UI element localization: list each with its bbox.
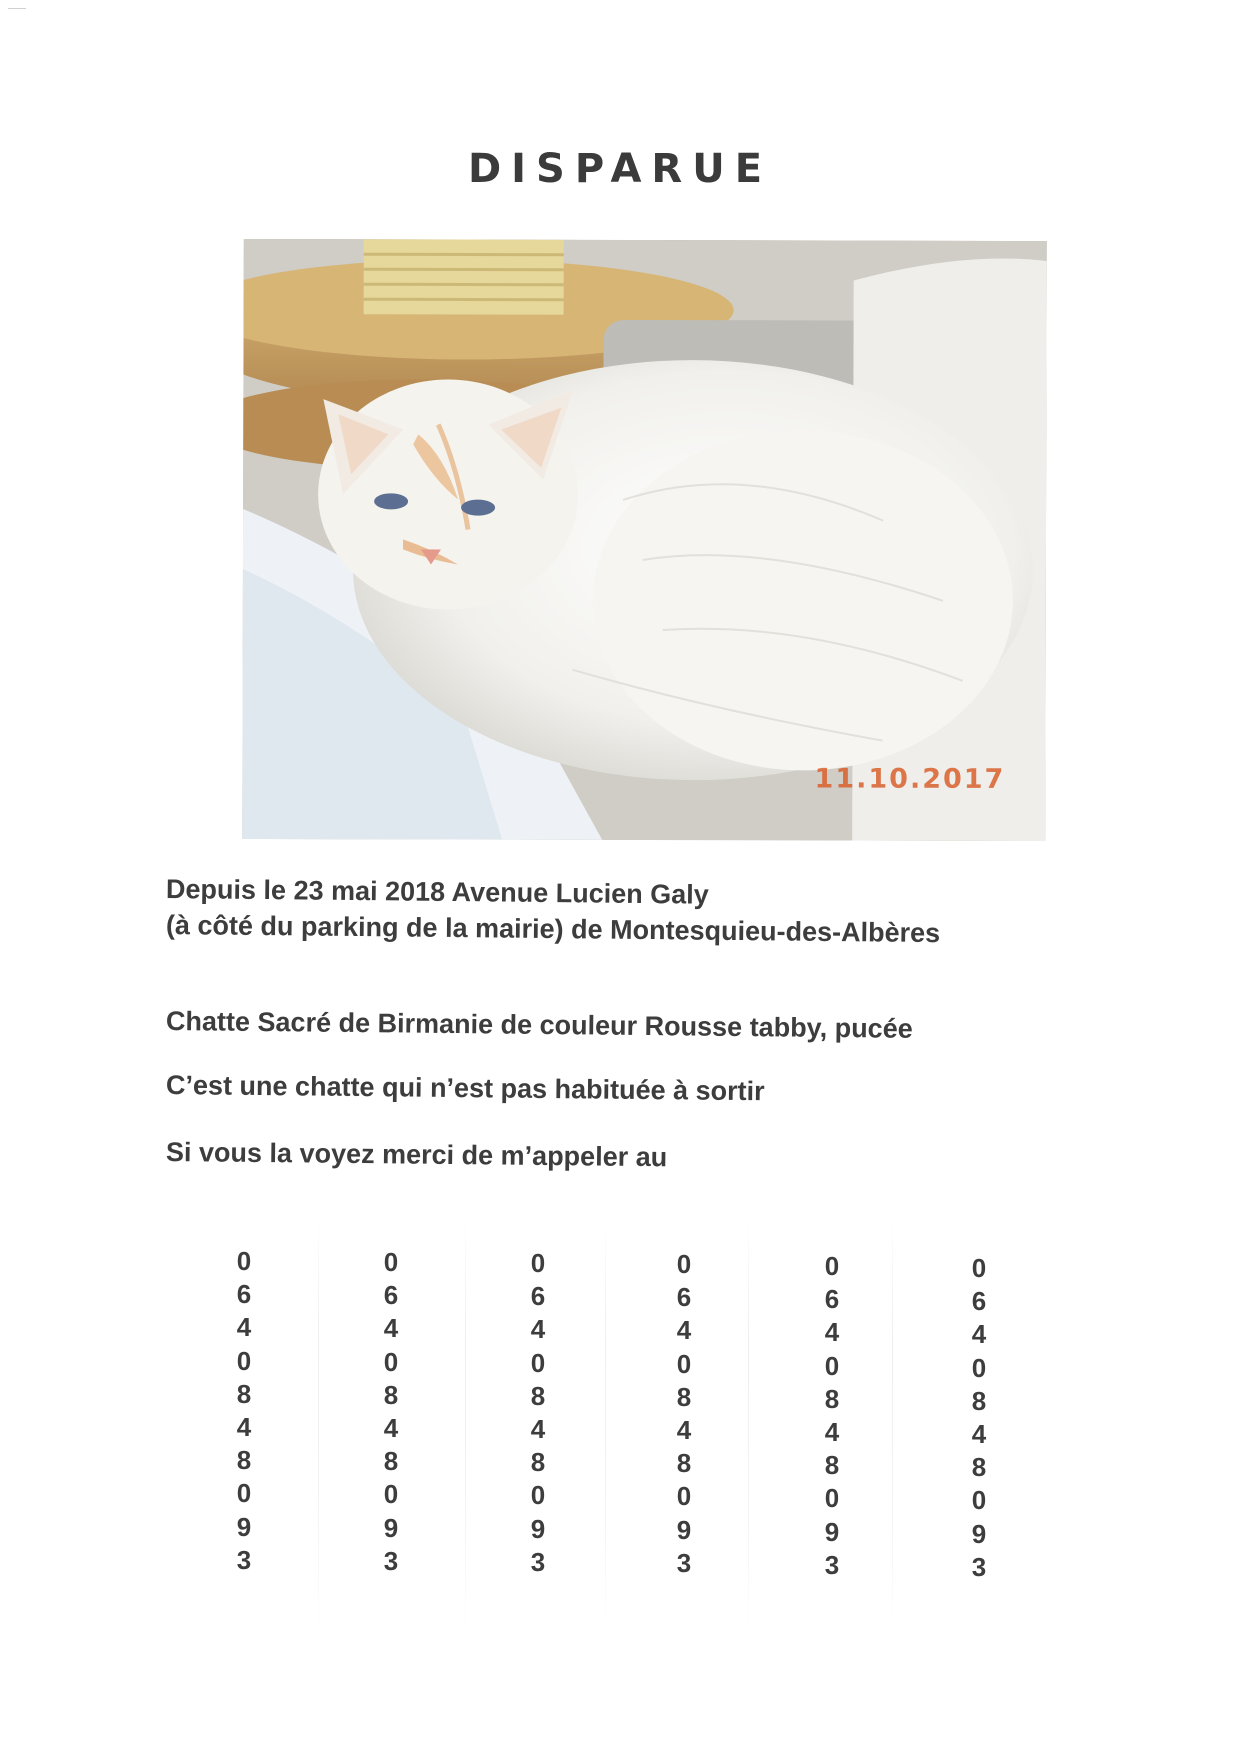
phone-digit: 4	[530, 1314, 546, 1345]
phone-digit: 3	[383, 1545, 399, 1576]
phone-digit: 8	[676, 1381, 692, 1412]
tear-line	[748, 1215, 749, 1635]
phone-digit: 6	[971, 1286, 987, 1317]
phone-digit: 0	[676, 1249, 692, 1279]
phone-tab-1	[224, 1245, 264, 1577]
phone-digit: 0	[383, 1346, 399, 1377]
phone-digit: 4	[971, 1319, 987, 1350]
phone-digit: 6	[530, 1281, 546, 1312]
phone-digit: 3	[971, 1551, 987, 1582]
phone-tab-5	[812, 1250, 852, 1582]
phone-digit: 8	[383, 1379, 399, 1410]
phone-digit: 4	[824, 1317, 840, 1348]
phone-digit: 0	[236, 1345, 252, 1376]
phone-digit: 8	[824, 1450, 840, 1481]
phone-digit: 4	[676, 1315, 692, 1346]
photo-date-stamp: 11.10.2017	[814, 763, 1006, 795]
phone-tab-6	[959, 1252, 999, 1584]
description-line: Chatte Sacré de Birmanie de couleur Rousse tabby, pucée	[165, 1006, 913, 1044]
phone-digit: 9	[971, 1518, 987, 1549]
phone-digit: 3	[236, 1544, 252, 1575]
phone-digit: 0	[236, 1246, 252, 1276]
phone-digit: 0	[676, 1481, 692, 1512]
tear-line	[605, 1215, 606, 1635]
phone-digit: 6	[236, 1279, 252, 1310]
phone-digit: 8	[530, 1380, 546, 1411]
phone-digit: 0	[824, 1251, 840, 1281]
phone-digit: 0	[971, 1352, 987, 1383]
phone-digit: 4	[824, 1417, 840, 1448]
phone-digit: 4	[383, 1313, 399, 1344]
phone-digit: 0	[530, 1347, 546, 1378]
phone-digit: 4	[971, 1419, 987, 1450]
phone-digit: 9	[530, 1513, 546, 1544]
phone-digit: 6	[676, 1282, 692, 1313]
phone-digit: 3	[824, 1549, 840, 1580]
phone-digit: 9	[383, 1512, 399, 1543]
phone-digit: 4	[530, 1414, 546, 1445]
phone-digit: 0	[824, 1350, 840, 1381]
phone-digit: 4	[236, 1412, 252, 1443]
phone-tab-2	[371, 1246, 411, 1578]
phone-tab-4	[664, 1248, 704, 1580]
phone-digit: 6	[383, 1280, 399, 1311]
phone-digit: 8	[236, 1378, 252, 1409]
phone-digit: 4	[676, 1415, 692, 1446]
phone-digit: 8	[676, 1448, 692, 1479]
phone-digit: 3	[676, 1547, 692, 1578]
phone-digit: 6	[824, 1284, 840, 1315]
phone-digit: 0	[824, 1483, 840, 1514]
phone-digit: 0	[530, 1480, 546, 1511]
phone-digit: 0	[236, 1478, 252, 1509]
phone-digit: 8	[383, 1446, 399, 1477]
phone-digit: 9	[236, 1511, 252, 1542]
phone-digit: 8	[236, 1445, 252, 1476]
phone-digit: 0	[383, 1247, 399, 1277]
behavior-line: C’est une chatte qui n’est pas habituée à sortir	[165, 1070, 765, 1107]
tear-line	[465, 1215, 466, 1635]
phone-digit: 3	[530, 1546, 546, 1577]
location-line-1: Depuis le 23 mai 2018 Avenue Lucien Galy	[165, 874, 709, 910]
phone-digit: 9	[676, 1514, 692, 1545]
phone-digit: 0	[971, 1485, 987, 1516]
phone-digit: 8	[971, 1452, 987, 1483]
contact-line: Si vous la voyez merci de m’appeler au	[165, 1137, 668, 1173]
location-line-2: (à côté du parking de la mairie) de Montesquieu-des-Albères	[165, 910, 941, 949]
page-title: DISPARUE	[467, 146, 773, 192]
tear-line	[892, 1215, 893, 1635]
phone-digit: 8	[971, 1385, 987, 1416]
scan-mark	[8, 8, 26, 9]
phone-digit: 8	[530, 1447, 546, 1478]
cat-photo	[242, 239, 1047, 841]
phone-digit: 8	[824, 1383, 840, 1414]
phone-digit: 4	[236, 1312, 252, 1343]
tear-line	[318, 1215, 319, 1635]
phone-digit: 0	[676, 1348, 692, 1379]
phone-tab-3	[518, 1247, 558, 1579]
phone-digit: 0	[530, 1248, 546, 1278]
phone-digit: 0	[971, 1253, 987, 1283]
cat-photo-illustration	[242, 239, 1047, 841]
phone-digit: 4	[383, 1413, 399, 1444]
phone-digit: 0	[383, 1479, 399, 1510]
phone-digit: 9	[824, 1516, 840, 1547]
